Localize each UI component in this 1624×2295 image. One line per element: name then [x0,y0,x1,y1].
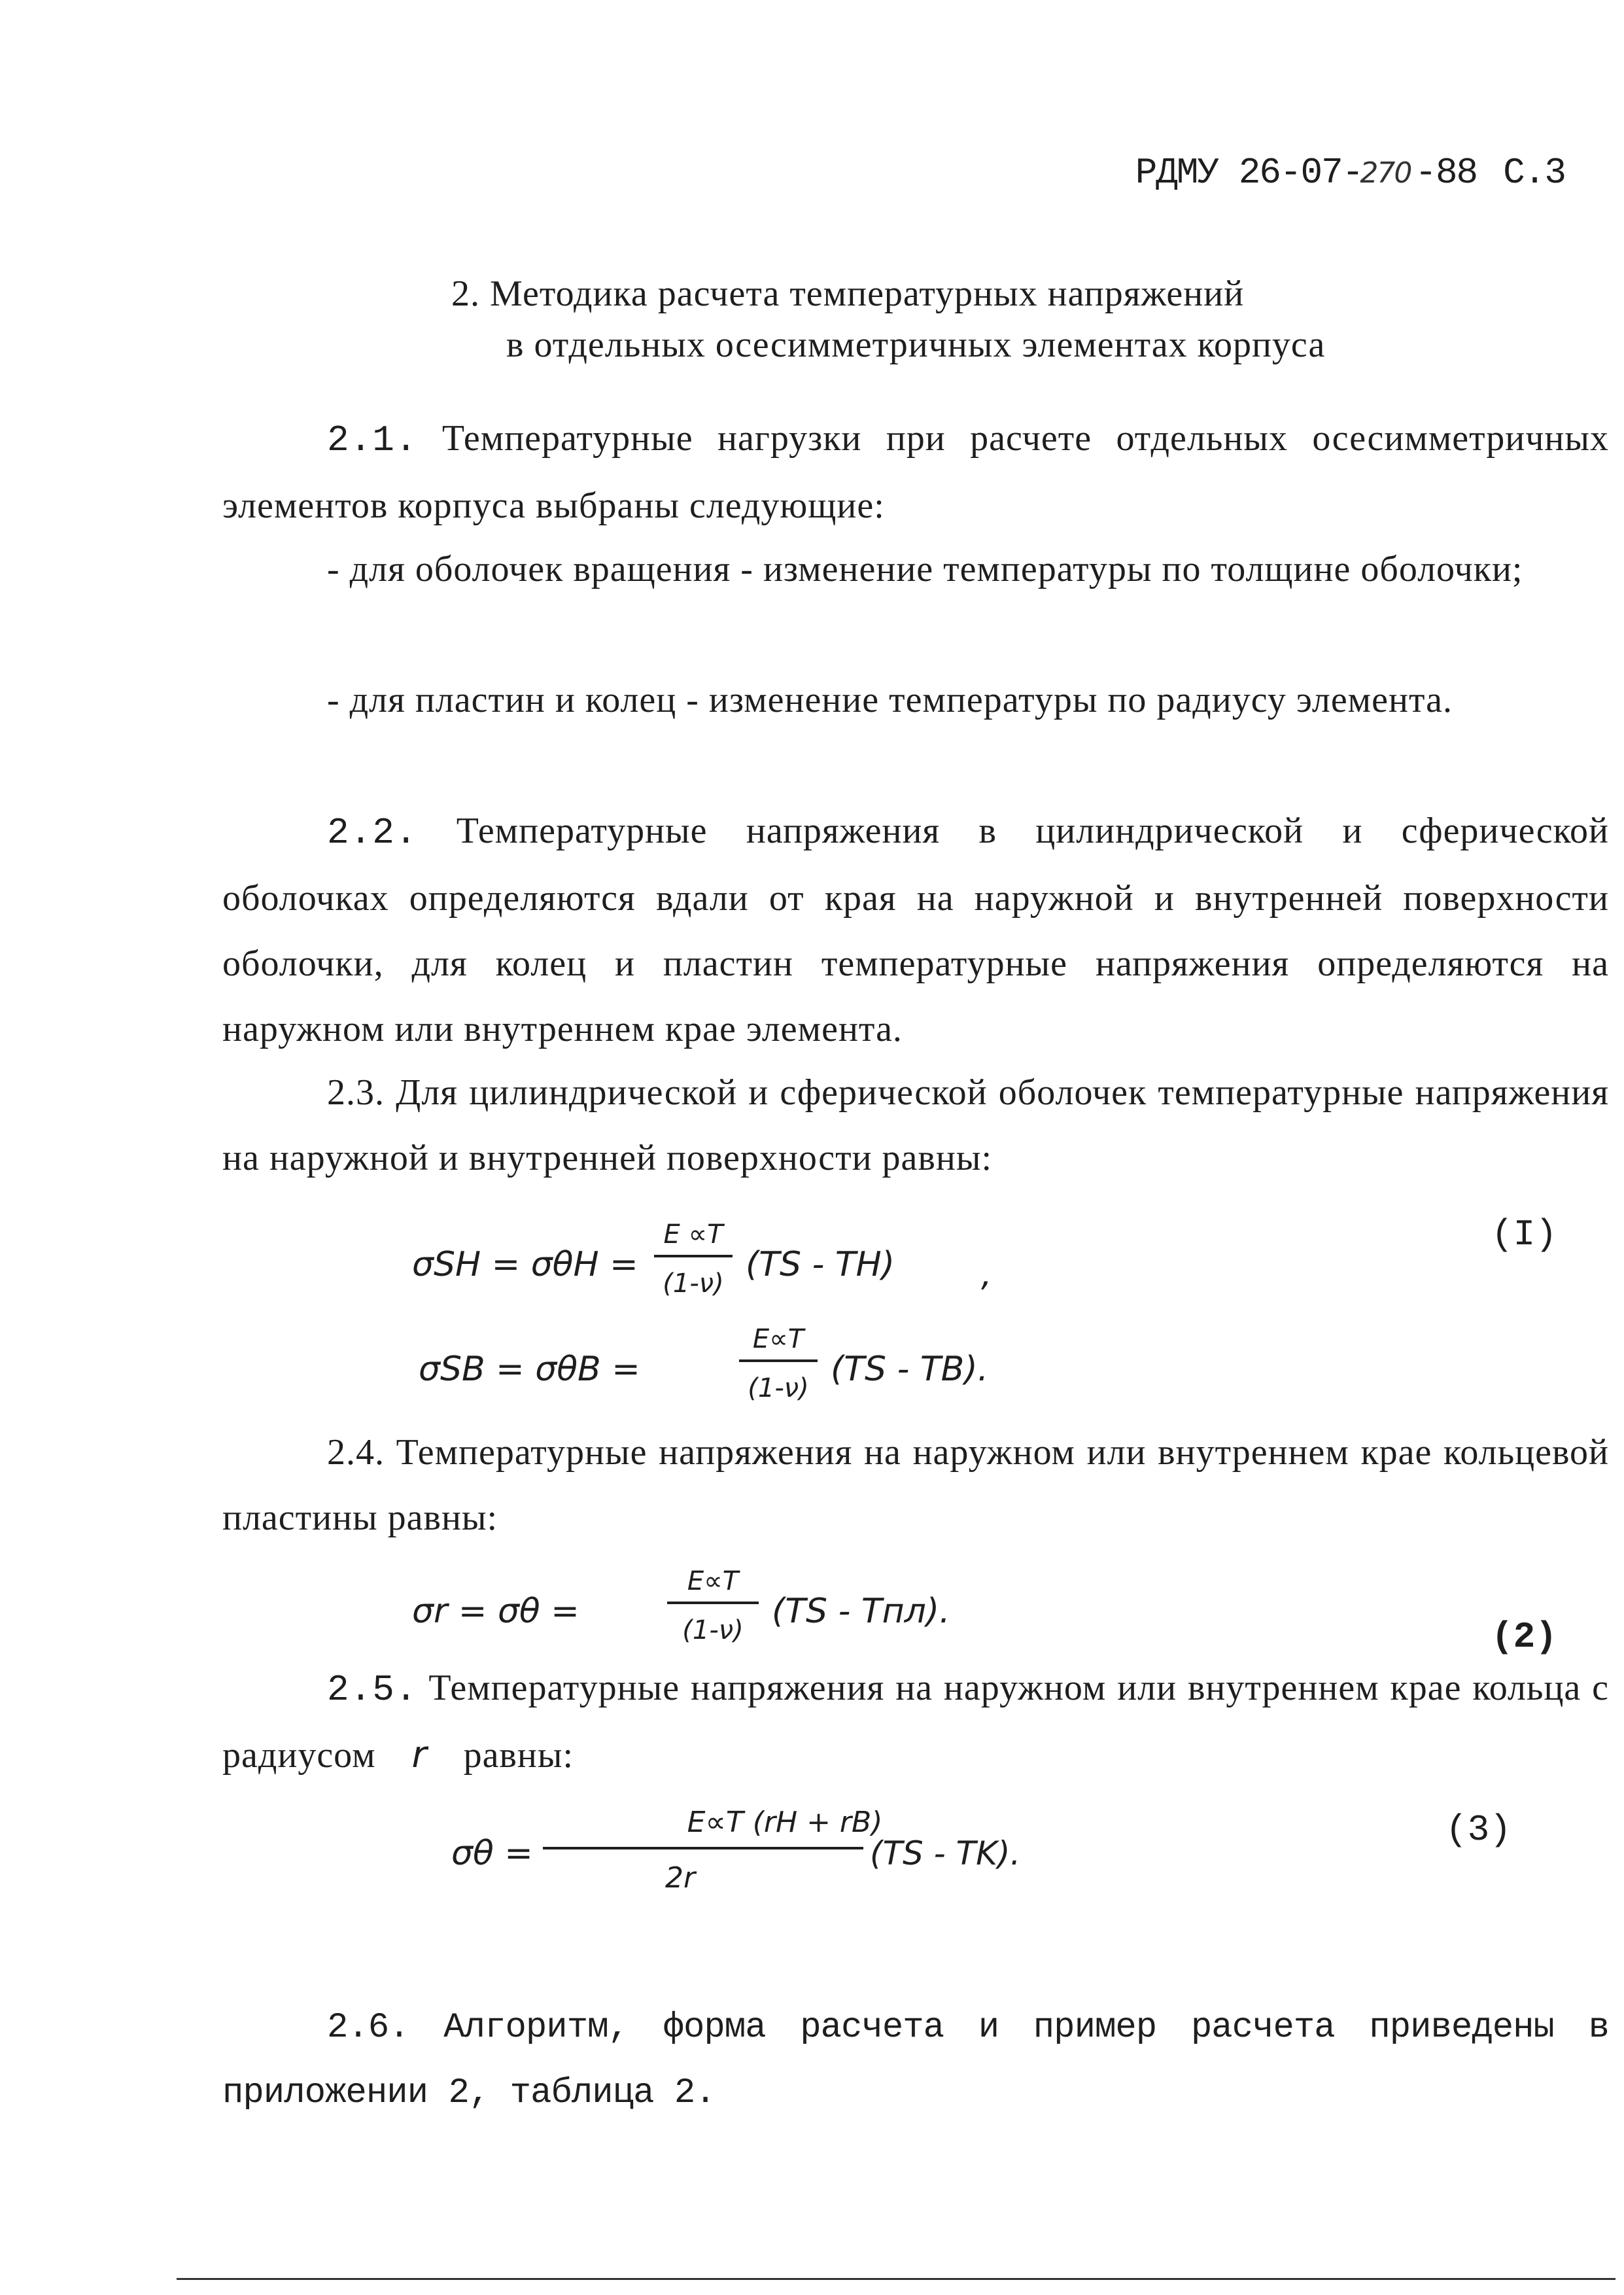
doc-prefix: РДМУ 26-07- [1135,152,1363,194]
eq2-rhs: (TS - Tпл). [772,1592,950,1631]
eq1a-denominator: (1-ν) [663,1269,724,1299]
eq1a-lhs: σSH = σθH = [412,1245,638,1284]
eq1b-lhs: σSB = σθB = [419,1350,640,1389]
paragraph-text: Температурные напряжения на наружном или внутреннем крае кольца с радиусом [222,1668,1610,1776]
doc-number-handwritten: 270 [1360,156,1411,190]
equation-1b [406,1315,1125,1423]
bullet-shells [222,536,1609,602]
paragraph-number: 2.5. [327,1669,418,1711]
paragraph-2-2 [222,798,1609,1062]
equation-3-number: (3) [1445,1809,1512,1851]
section-title-line1: 2. Методика расчета температурных напряжений [451,273,1245,314]
paragraph-2-5 [222,1655,1609,1788]
eq3-denominator: 2r [665,1861,696,1895]
eq1a-tail: , [981,1255,992,1294]
equation-2-number: (2) [1491,1616,1557,1658]
paragraph-number: 2.6. [327,2008,409,2048]
paragraph-number: 2.4. [327,1432,385,1473]
eq3-numerator: E∝T (rH + rB) [687,1806,883,1839]
section-title [451,268,1498,370]
eq1a-rhs: (TS - TH) [746,1245,895,1284]
eq3-lhs: σθ = [451,1834,533,1873]
bottom-rule [177,2278,1615,2280]
paragraph-2-1 [222,406,1609,538]
paragraph-2-3 [222,1060,1609,1191]
paragraph-2-6 [222,1995,1609,2126]
equation-2 [406,1557,1125,1665]
document-header [1135,152,1565,194]
equation-1-number: (I) [1491,1214,1557,1255]
equation-1a [406,1210,1125,1318]
radius-symbol: r [411,1734,428,1776]
paragraph-text: Алгоритм, форма расчета и пример расчета приведены в приложении 2, таблица 2. [222,2008,1610,2113]
paragraph-text: Температурные нагрузки при расчете отдельных осесимметричных элементов корпуса выбраны следующие: [222,418,1609,526]
bullet-plates [222,667,1609,733]
paragraph-number: 2.1. [327,419,418,461]
page-label: С.3 [1503,152,1565,194]
paragraph-number: 2.2. [327,812,418,854]
bullet-text: - для оболочек вращения - изменение температуры по толщине оболочки; [327,549,1523,589]
paragraph-text-end: равны: [463,1735,574,1776]
eq1b-denominator: (1-ν) [748,1373,809,1403]
paragraph-number: 2.3. [327,1072,385,1113]
eq1b-rhs: (TS - TB). [831,1350,989,1389]
eq1a-numerator: E ∝T [663,1219,723,1250]
eq2-denominator: (1-ν) [682,1615,744,1645]
eq1b-numerator: E∝T [752,1324,804,1354]
doc-year: -88 [1415,152,1477,194]
equation-3 [445,1793,1230,1914]
eq2-numerator: E∝T [687,1566,739,1596]
paragraph-text: Температурные напряжения на наружном или внутреннем крае кольцевой пластины равны: [222,1432,1610,1538]
paragraph-2-4 [222,1420,1609,1550]
eq2-lhs: σr = σθ = [412,1592,579,1631]
paragraph-text: Для цилиндрической и сферической оболочек температурные напряжения на наружной и внутренней поверхности равны: [222,1072,1610,1178]
eq3-rhs: (TS - TK). [870,1834,1021,1872]
bullet-text: - для пластин и колец - изменение температуры по радиусу элемента. [327,680,1453,720]
paragraph-text: Температурные напряжения в цилиндрической и сферической оболочках определяются вдали от края на наружной и внутренней поверхности оболочки, для колец и пластин температурные напряжения определяются на наружном или внутреннем крае элемента. [222,811,1610,1049]
section-title-line2: в отдельных осесимметричных элементах корпуса [506,324,1326,365]
